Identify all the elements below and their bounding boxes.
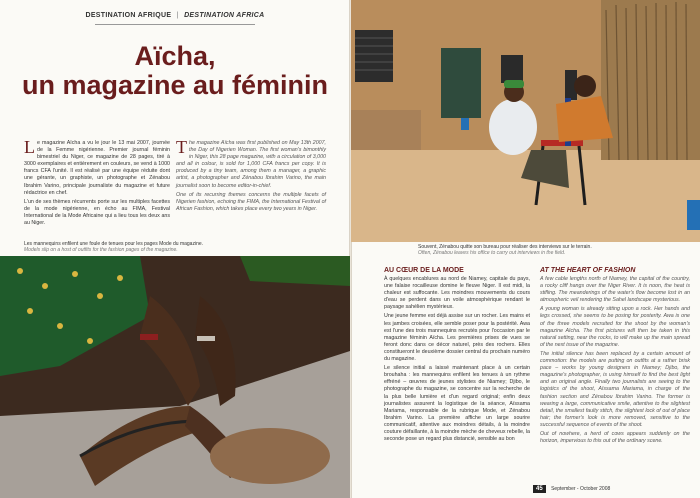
caption-left-fr: Les mannequins enfilent une foule de tenues pour les pages Mode du magazine.: [24, 241, 204, 247]
body-fr-p1: À quelques encablures au nord de Niamey, capitale du pays, une falaise rocailleuse domine le fleuve Niger. Il est midi, la chaleur est suffocante. Les moindres mouvements du cours d'eau se perdent dans un voile atmosphérique rendant le paysage sahélien mystérieux.: [384, 276, 530, 311]
issue-date: September - October 2008: [551, 486, 611, 492]
photo-caption-left: [24, 241, 334, 253]
intro-fr-p2: L'un de ses thèmes récurrents porte sur les multiples facettes de la mode nigérienne, en écho au FIMA, Festival International de la Mode Africaine qui a lieu tous les deux ans au Niger.: [24, 198, 170, 227]
caption-right-fr: Souvent, Zénabou quitte son bureau pour réaliser des interviews sur le terrain.: [418, 244, 592, 250]
title-line-1: Aïcha,: [134, 41, 216, 71]
body-en-p4: Out of nowhere, a herd of cows appears suddenly on the horizon, impervious to this out of the ordinary scene.: [540, 430, 690, 445]
title-line-2: un magazine au féminin: [21, 70, 329, 100]
intro-column-fr: [24, 137, 170, 229]
page-footer: [533, 485, 610, 493]
photo-caption-right: [418, 244, 688, 256]
intro-en-p2: One of its recurring themes concerns the multiple facets of Nigerien fashion, echoing the FIMA, the International Festival of African Fashion, which takes place every two years in Niger.: [176, 191, 326, 212]
caption-right-en: Often, Zénabou leaves his office to carry out interviews in the field.: [418, 250, 566, 256]
section-heading-en: AT THE HEART OF FASHION: [540, 267, 636, 274]
kicker-separator: |: [176, 12, 179, 19]
caption-left-en: Models slip on a host of outfits for the fashion pages of the magazine.: [24, 247, 178, 253]
kicker-rule: [95, 24, 255, 25]
body-fr-p3: Le silence initial a laissé maintenant place à un certain brouhaha : les mannequins enfilent les tenues à un rythme effréné – œuvres de jeunes stylistes de Niamey; Djibo, le photographe du magazine, se concentre sur la recherche de la plus belle lumière et d'un regard original; enfin deux journalistes assurent la logistique de la séance, Aïssama Mariama, responsable de la rubrique Mode, et Zénabou Ibrahim Varino. La première affiche un large sourire communicatif, attentive aux moindres détails, à la moindre couture défaillante, à la moindre mèche de cheveux rebelle, la seconde pose un regard plus distancié, sensible au bon: [384, 365, 530, 443]
photo-model-sandals: [0, 256, 350, 498]
body-column-fr: [384, 276, 530, 445]
article-title: [0, 42, 350, 100]
body-fr-p2: Une jeune femme est déjà assise sur un rocher. Les mains et les jambes croisées, elle semble poser pour la postérité. Awa est l'une des trois mannequins recrutés pour l'occasion par le magazine féminin Aïcha. Les premières prises de vues se feront donc dans ce décor naturel, près des rochers. Elles constitueront le deuxième dossier central du prochain numéro du magazine.: [384, 313, 530, 363]
photo-village-interview: [351, 0, 700, 242]
page-number: 45: [533, 485, 546, 493]
dropcap-en: T: [176, 137, 187, 157]
body-en-p1: A few cable lengths north of Niamey, the capital of the country, a rocky cliff hangs over the Niger River. It is noon, the heat is stifling. The meanderings of the water's flow become lost in an atmospheric veil rendering the Sahel landscape mysterious.: [540, 276, 690, 304]
body-en-p2: A young woman is already sitting upon a rock. Her hands and legs crossed, she seems to be posing for posterity. Awa is one of the three models recruited for the shoot by the woman's magazine Aïcha. The first pictures will then be taken in this natural setting, near the rocks, to will make up the main spread of the next issue of the magazine.: [540, 306, 690, 348]
section-kicker: [0, 12, 350, 19]
body-en-p3: The initial silence has been replaced by a certain amount of commotion: the models are putting on outfits at a rather brisk pace – works by young designers in Niamey; Djibo, the magazine's photographer, is using himself to find the best light and an original angle. Finally two journalists are seeing to the logistics of the shoot, Aïssama Mariama, in charge of the fashion section and Zénabou Ibrahim Varino. The former is wearing a large, communicative smile, attentive to the slightest detail, the smallest faulty stitch, the slightest lock of out of place hair; the former's look is more removed, sensitive to the successful sequence of events of the shoot.: [540, 350, 690, 428]
section-heading-fr: AU CŒUR DE LA MODE: [384, 267, 464, 274]
intro-fr-p1: e magazine Aïcha a vu le jour le 13 mai 2007, journée de la Femme nigérienne. Premier journal féminin bimestriel du Niger, ce magazine de 28 pages, tiré à 3000 exemplaires et entièrement en couleurs, se vend à 1000 francs CFA l'unité. Il est réalisé par une équipe réduite dont une gérante, un graphiste, un photographe et Zénabou Ibrahim Varino, principale journaliste du magazine et future rédactrice en chef.: [24, 140, 170, 196]
dropcap-fr: L: [24, 137, 35, 157]
kicker-en: DESTINATION AFRICA: [184, 12, 265, 19]
kicker-fr: DESTINATION AFRIQUE: [85, 12, 172, 19]
intro-column-en: [176, 137, 326, 215]
body-column-en: [540, 276, 690, 447]
intro-en-p1: he magazine Aïcha was first published on May 13th 2007, the Day of Nigerien Woman. The first woman's bimonthly in Niger, this 28 page magazine, with a circulation of 3,000 and all in colour, is sold for 1,000 CFA francs per copy. It is produced by a tiny team, among them a manager, a graphic artist, a photographer and Zénabou Ibrahim Varino, the main journalist soon to become editor-in-chief.: [176, 140, 326, 189]
